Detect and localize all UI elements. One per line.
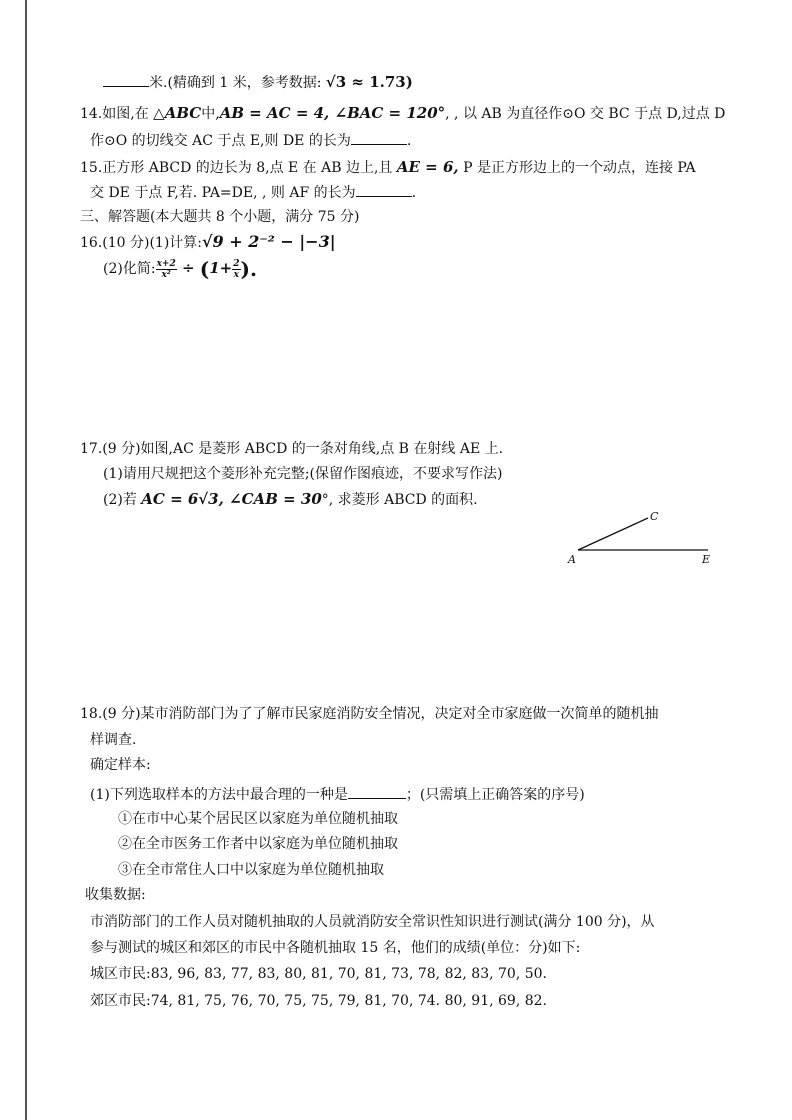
q17-part2-text-a: (2)若 (103, 492, 142, 508)
city-score-values: 83, 96, 83, 77, 83, 80, 81, 70, 81, 73, 78, 82, 83, 70, 50. (150, 966, 547, 982)
q14-text-b: 中, (201, 106, 220, 122)
answer-blank[interactable] (351, 130, 407, 145)
q14-condition: AB = AC = 4, ∠BAC = 120° (219, 104, 446, 122)
q15-text-b: P 是正方形边上的一个动点，连接 PA (458, 160, 696, 176)
q14-text-a: 14.如图,在 (80, 106, 154, 122)
q18-subhead-sample: 确定样本: (90, 757, 151, 773)
point-label-e: E (702, 553, 711, 566)
q18-city-scores (90, 964, 547, 984)
q15-condition: AE = 6, (396, 158, 459, 176)
q16-part1 (80, 232, 336, 253)
q16-part2-label: (2)化简: (103, 261, 156, 277)
answer-blank[interactable] (348, 784, 406, 799)
q15-line1 (80, 157, 696, 178)
point-label-a: A (568, 553, 576, 566)
suburb-label: 郊区市民: (90, 993, 151, 1009)
q16-fraction-1 (156, 259, 177, 280)
q16-inner-term: 1+ (209, 259, 233, 277)
q18-option: ②在全市医务工作者中以家庭为单位随机抽取 (118, 836, 398, 852)
fraction-denominator: x² (161, 269, 171, 280)
q18-option: ③在全市常住人口中以家庭为单位随机抽取 (118, 862, 384, 878)
q13-tail-text: 米.(精确到 1 米，参考数据: (149, 75, 326, 91)
q17-line1: 17.(9 分)如图,AC 是菱形 ABCD 的一条对角线,点 B 在射线 AE 上. (80, 441, 504, 457)
q17-part2 (103, 489, 478, 510)
q18-part1-hint: ；(只需填上正确答案的序号) (405, 787, 585, 803)
q18-desc-line1: 市消防部门的工作人员对随机抽取的人员就消防安全常识性知识进行测试(满分 100 分)，从 (90, 914, 655, 930)
q13-reference-value: √3 ≈ 1.73) (325, 73, 413, 91)
q16-fraction-2 (232, 259, 240, 280)
paren-close: ). (240, 257, 257, 281)
q14-line2 (90, 130, 411, 151)
q18-option: ①在市中心某个居民区以家庭为单位随机抽取 (118, 811, 398, 827)
answer-blank[interactable] (103, 72, 149, 87)
q16-expression: √9 + 2⁻² − |−3| (202, 232, 336, 251)
q16-label: 16.(10 分)(1)计算: (80, 235, 203, 251)
q16-part2 (103, 256, 257, 281)
q18-line1: 18.(9 分)某市消防部门为了了解市民家庭消防安全情况，决定对全市家庭做一次简单的随机抽 (80, 706, 659, 722)
suburb-score-values: 74, 81, 75, 76, 70, 75, 75, 79, 81, 70, 74. 80, 91, 69, 82. (150, 993, 547, 1009)
q14-line1 (80, 103, 725, 124)
answer-blank[interactable] (356, 182, 412, 197)
q15-text-a: 15.正方形 ABCD 的边长为 8,点 E 在 AB 边上,且 (80, 160, 397, 176)
city-label: 城区市民: (90, 966, 151, 982)
divide-sign: ÷ (176, 259, 200, 277)
paren-open: ( (199, 257, 210, 281)
q17-condition: AC = 6√3, ∠CAB = 30 (141, 490, 322, 508)
q14-line2-text: 作⊙O 的切线交 AC 于点 E,则 DE 的长为 (90, 133, 351, 149)
q18-subhead-collect: 收集数据: (85, 887, 146, 903)
q18-part1 (90, 784, 585, 805)
q15-line2-text: 交 DE 于点 F,若. PA=DE, , 则 AF 的长为 (90, 185, 356, 201)
point-label-c: C (650, 510, 659, 523)
fraction-numerator: x+2 (156, 258, 176, 269)
ray-ac (578, 518, 648, 550)
q14-triangle: △ABC (153, 104, 202, 122)
period: . (406, 133, 412, 149)
q18-line2: 样调查. (90, 732, 137, 748)
q14-text-c: , , 以 AB 为直径作⊙O 交 BC 于点 D,过点 D (445, 106, 726, 122)
q18-desc-line2: 参与测试的城区和郊区的市民中各随机抽取 15 名，他们的成绩(单位：分)如下: (90, 940, 581, 956)
page-margin-line (25, 0, 27, 1120)
q13-tail-line (103, 72, 413, 93)
q18-part1-text: (1)下列选取样本的方法中最合理的一种是 (90, 787, 348, 803)
q18-suburb-scores (90, 991, 547, 1011)
q17-part2-text-b: °, 求菱形 ABCD 的面积. (321, 492, 478, 508)
period: . (411, 185, 417, 201)
section-3-heading: 三、解答题(本大题共 8 个小题，满分 75 分) (80, 209, 360, 225)
q15-line2 (90, 182, 416, 203)
fraction-numerator: 2 (233, 258, 240, 269)
fraction-denominator: x (233, 269, 240, 280)
q17-figure (560, 505, 720, 570)
q17-part1: (1)请用尺规把这个菱形补充完整;(保留作图痕迹，不要求写作法) (103, 466, 503, 482)
